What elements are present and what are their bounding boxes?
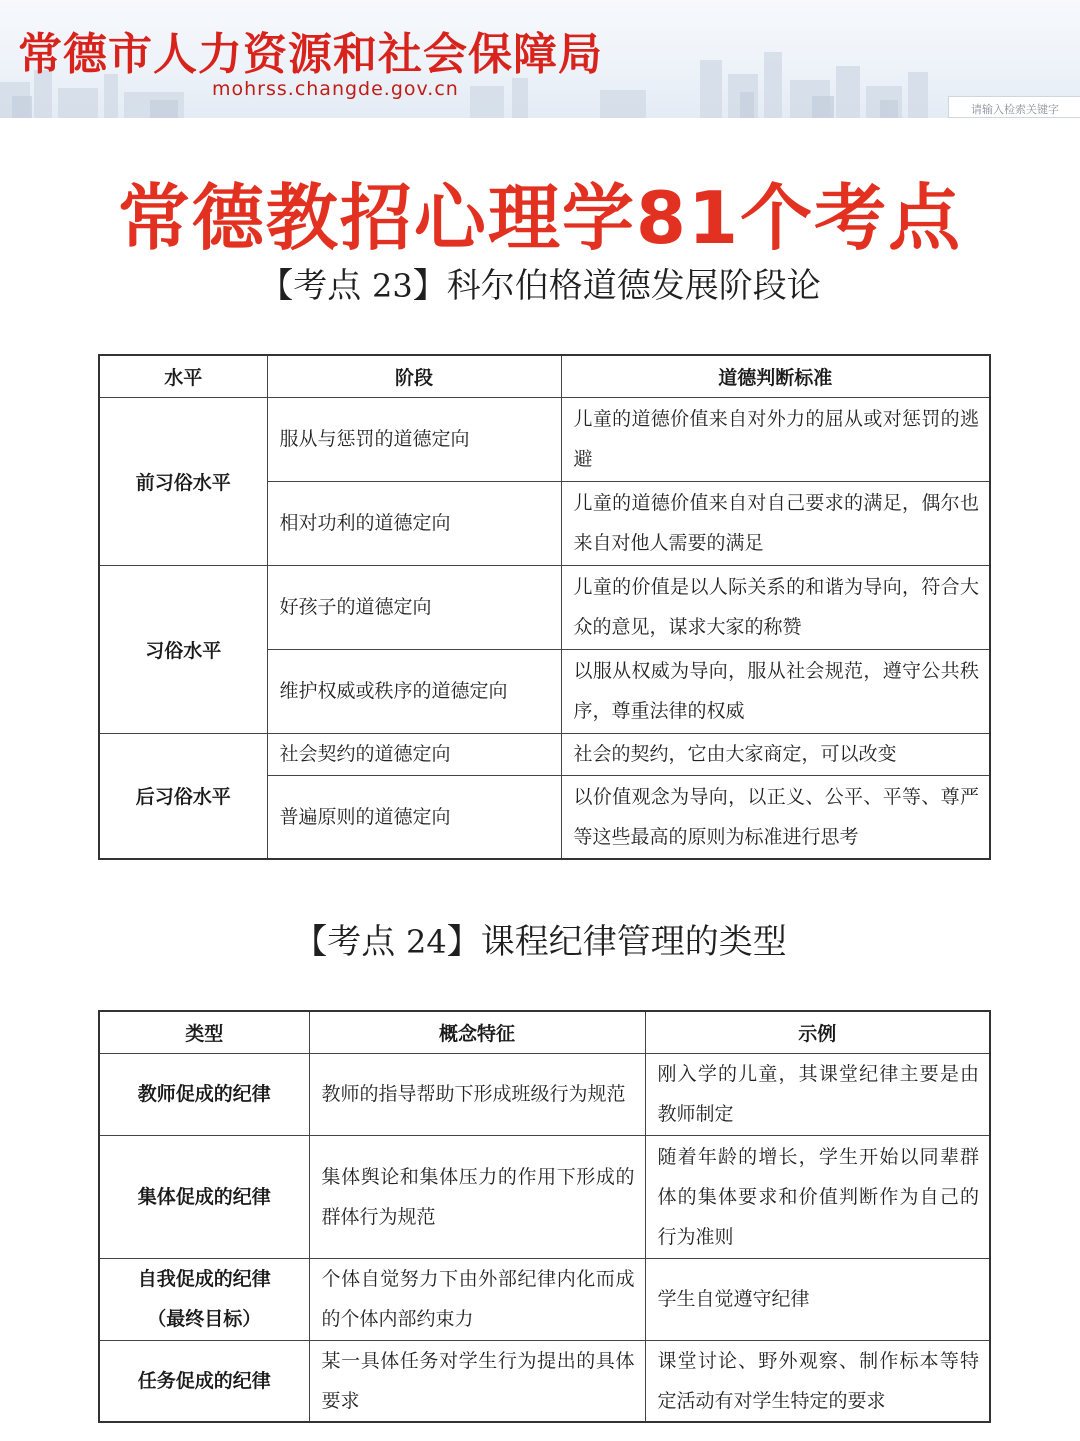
example-cell: 刚入学的儿童，其课堂纪律主要是由教师制定	[645, 1053, 990, 1135]
standard-cell: 儿童的道德价值来自对自己要求的满足，偶尔也来自对他人需要的满足	[561, 481, 990, 565]
level-cell: 习俗水平	[99, 565, 267, 733]
org-name: 常德市人力资源和社会保障局	[18, 29, 603, 80]
table-row	[99, 1340, 990, 1422]
section-23-title	[0, 258, 1080, 307]
header-stage: 阶段	[267, 355, 561, 397]
discipline-types-table	[98, 1010, 991, 1423]
header-standard: 道德判断标准	[561, 355, 990, 397]
standard-cell: 社会的契约，它由大家商定，可以改变	[561, 733, 990, 775]
section-24-bracket-open: 【考点	[293, 922, 407, 962]
stage-cell: 社会契约的道德定向	[267, 733, 561, 775]
feature-cell: 集体舆论和集体压力的作用下形成的群体行为规范	[309, 1135, 645, 1258]
table-row	[99, 1135, 990, 1258]
section-23-number: 23	[372, 267, 413, 305]
level-cell: 后习俗水平	[99, 733, 267, 859]
site-banner	[0, 0, 1080, 118]
table-row	[99, 565, 990, 649]
stage-cell: 相对功利的道德定向	[267, 481, 561, 565]
section-24-heading: 课程纪律管理的类型	[480, 922, 787, 962]
type-cell	[99, 1340, 309, 1422]
table-row	[99, 1258, 990, 1340]
type-label: 自我促成的纪律	[137, 1268, 271, 1290]
section-24-bracket-close: 】	[446, 922, 481, 962]
table-row	[99, 733, 990, 775]
standard-cell: 儿童的价值是以人际关系的和谐为导向，符合大众的意见，谋求大家的称赞	[561, 565, 990, 649]
level-cell: 前习俗水平	[99, 397, 267, 565]
table-row	[99, 397, 990, 481]
site-url[interactable]: mohrss.changde.gov.cn	[212, 78, 459, 100]
search-input[interactable]: 请输入检索关键字	[948, 96, 1080, 118]
section-23-bracket-open: 【考点	[259, 266, 373, 306]
header-level: 水平	[99, 355, 267, 397]
type-cell	[99, 1135, 309, 1258]
stage-cell: 普遍原则的道德定向	[267, 775, 561, 859]
header-type: 类型	[99, 1011, 309, 1053]
type-note: （最终目标）	[147, 1308, 262, 1330]
standard-cell: 儿童的道德价值来自对外力的屈从或对惩罚的逃避	[561, 397, 990, 481]
type-label: 集体促成的纪律	[137, 1185, 271, 1208]
section-24-title	[0, 914, 1080, 963]
type-cell	[99, 1258, 309, 1340]
feature-cell: 个体自觉努力下由外部纪律内化而成的个体内部约束力	[309, 1258, 645, 1340]
stage-cell: 好孩子的道德定向	[267, 565, 561, 649]
table-header-row	[99, 1011, 990, 1053]
standard-cell: 以服从权威为导向，服从社会规范，遵守公共秩序，尊重法律的权威	[561, 649, 990, 733]
header-feature: 概念特征	[309, 1011, 645, 1053]
feature-cell: 某一具体任务对学生行为提出的具体要求	[309, 1340, 645, 1422]
section-23-bracket-close: 】	[412, 266, 447, 306]
type-label: 任务促成的纪律	[137, 1369, 271, 1392]
header-example: 示例	[645, 1011, 990, 1053]
type-cell	[99, 1053, 309, 1135]
section-23-heading: 科尔伯格道德发展阶段论	[446, 266, 821, 306]
table-header-row	[99, 355, 990, 397]
example-cell: 课堂讨论、野外观察、制作标本等特定活动有对学生特定的要求	[645, 1340, 990, 1422]
standard-cell: 以价值观念为导向，以正义、公平、平等、尊严等这些最高的原则为标准进行思考	[561, 775, 990, 859]
kohlberg-stages-table	[98, 354, 991, 860]
section-24-number: 24	[406, 923, 447, 961]
stage-cell: 服从与惩罚的道德定向	[267, 397, 561, 481]
example-cell: 随着年龄的增长，学生开始以同辈群体的集体要求和价值判断作为自己的行为准则	[645, 1135, 990, 1258]
stage-cell: 维护权威或秩序的道德定向	[267, 649, 561, 733]
example-cell: 学生自觉遵守纪律	[645, 1258, 990, 1340]
feature-cell: 教师的指导帮助下形成班级行为规范	[309, 1053, 645, 1135]
page-title: 常德教招心理学81个考点	[117, 176, 963, 260]
table-row	[99, 1053, 990, 1135]
type-label: 教师促成的纪律	[137, 1083, 271, 1105]
